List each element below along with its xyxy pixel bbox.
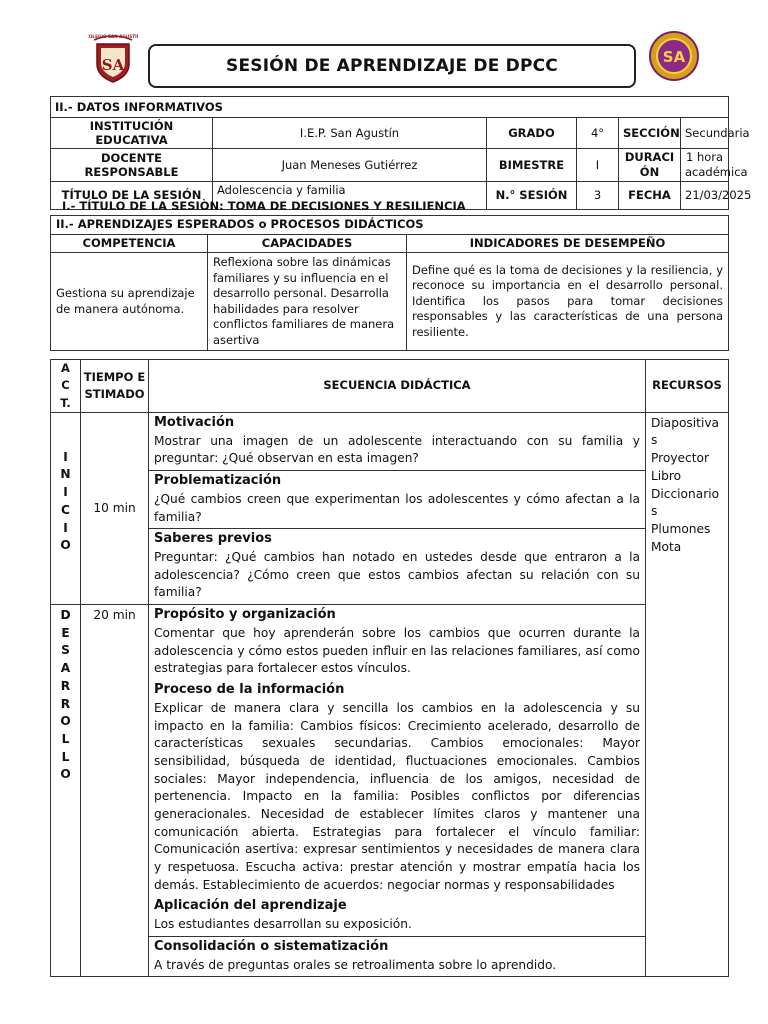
recurso-item: Proyector — [651, 451, 709, 466]
block-text: Mostrar una imagen de un adolescente interactuando con su familia y preguntar: ¿Qué observan en esta imagen? — [154, 433, 640, 466]
titulo-value: Adolescencia y familia — [213, 181, 487, 209]
problematizacion-block — [149, 471, 645, 529]
grado-value: 4° — [577, 118, 619, 149]
capacidades-header: CAPACIDADES — [208, 234, 407, 253]
svg-text:SA: SA — [101, 56, 125, 74]
block-title: Saberes previos — [154, 531, 272, 547]
block-text: Explicar de manera clara y sencilla los cambios en la adolescencia y su impacto en la familia: Cambios físicos: Crecimiento acelerado, desarrollo de características sexuales secundarias. Cambios emocionales: Mayor sensibilidad, búsqueda de identidad, fluctuaciones emocionales. Cambios sociales: Mayor independencia, influencia de los amigos, necesidad de pertenencia. Impacto en la familia: Posibles conflictos por diferencias generacionales. Necesidad de establecer límites claros y mantener una comunicación abierta. Estrategias para fortalecer el vínculo familiar: Comunicación asertiva: expresar sentimientos y necesidades de manera clara y respetuosa. Escucha activa: prestar atención y mostrar empatía hacia los demás. Establecimiento de acuerdos: negociar normas y responsabilidades — [154, 700, 640, 892]
block-text: Preguntar: ¿Qué cambios han notado en ustedes desde que entraron a la adolescencia? ¿Cómo creen que estos cambios afectan su relación con su familia? — [154, 550, 640, 600]
datos-heading: II.- DATOS INFORMATIVOS — [51, 97, 729, 118]
capacidades-text: Reflexiona sobre las dinámicas familiares y su influencia en el desarrollo personal. Desarrolla habilidades para resolver conflictos familiares de manera asertiva — [208, 253, 407, 351]
aprendizajes-table — [50, 215, 729, 351]
svg-text:COLEGIO SAN AGUSTÍN: COLEGIO SAN AGUSTÍN — [88, 34, 138, 39]
competencia-text: Gestiona su aprendizaje de manera autónoma. — [51, 253, 208, 351]
aprendizajes-heading: II.- APRENDIZAJES ESPERADOS o PROCESOS DIDÁCTICOS — [51, 216, 729, 235]
block-text: ¿Qué cambios creen que experimentan los adolescentes y cómo afectan a la familia? — [154, 491, 640, 524]
school-crest-logo — [88, 30, 138, 84]
sa-emblem-logo — [648, 30, 700, 82]
recursos-list — [646, 412, 729, 977]
act-header: ACT. — [51, 360, 81, 413]
duracion-value: 1 hora académica — [681, 149, 729, 182]
recurso-item: Diapositivas — [651, 415, 720, 448]
inicio-phase-label: I N I C I O — [51, 412, 81, 604]
proceso-informacion-block — [149, 680, 645, 896]
session-title-line: I.- TÍTULO DE LA SESIÒN: TOMA DE DECISIONES Y RESILIENCIA — [62, 199, 466, 213]
secuencia-didactica-table — [50, 359, 729, 977]
block-title: Problematización — [154, 472, 282, 488]
recurso-item: Libro — [651, 468, 682, 483]
block-title: Motivación — [154, 414, 235, 430]
recursos-header: RECURSOS — [646, 360, 729, 413]
block-title: Consolidación o sistematización — [154, 938, 389, 954]
proposito-block — [149, 605, 645, 680]
block-text: A través de preguntas orales se retroalimenta sobre lo aprendido. — [154, 957, 557, 972]
tiempo-header: TIEMPO ESTIMADO — [81, 360, 149, 413]
consolidacion-block — [149, 937, 645, 977]
saberes-previos-block — [149, 529, 645, 604]
recurso-item: Mota — [651, 539, 682, 554]
block-title: Proceso de la información — [154, 682, 345, 697]
bimestre-value: I — [577, 149, 619, 182]
competencia-header: COMPETENCIA — [51, 234, 208, 253]
secuencia-header: SECUENCIA DIDÁCTICA — [149, 360, 646, 413]
aplicacion-block — [149, 896, 645, 937]
desarrollo-phase-label: D E S A R R O L L O — [51, 605, 81, 977]
institucion-value: I.E.P. San Agustín — [213, 118, 487, 149]
motivacion-block — [149, 413, 645, 471]
block-title: Propósito y organización — [154, 607, 336, 623]
fecha-label: FECHA — [619, 181, 681, 209]
nsesion-value: 3 — [577, 181, 619, 209]
recurso-item: Plumones — [651, 521, 711, 536]
block-text: Los estudiantes desarrollan su exposición. — [154, 917, 412, 932]
fecha-value: 21/03/2025 — [681, 181, 729, 209]
block-title: Aplicación del aprendizaje — [154, 898, 347, 914]
datos-informativos-table — [50, 96, 752, 210]
grado-label: GRADO — [487, 118, 577, 149]
desarrollo-tiempo: 20 min — [81, 605, 149, 977]
seccion-label: SECCIÓN — [619, 118, 681, 149]
svg-text:SA: SA — [662, 48, 686, 66]
docente-label: DOCENTE RESPONSABLE — [51, 149, 213, 182]
desarrollo-blocks — [149, 605, 646, 977]
document-header — [0, 0, 768, 96]
inicio-tiempo: 10 min — [81, 412, 149, 604]
titulo-label: TÍTULO DE LA SESIÓN — [51, 181, 213, 209]
document-title: SESIÓN DE APRENDIZAJE DE DPCC — [148, 44, 636, 88]
indicadores-text: Define qué es la toma de decisiones y la resiliencia, y reconoce su importancia en el desarrollo personal. Identifica los pasos para tomar decisiones responsables y las características de una persona resiliente. — [407, 253, 729, 351]
seccion-value: Secundaria — [681, 118, 729, 149]
block-text: Comentar que hoy aprenderán sobre los cambios que ocurren durante la adolescencia y cómo estos pueden influir en las relaciones familiares, así como estrategias para fortalecer estos vínculos. — [154, 625, 640, 676]
recurso-item: Diccionarios — [651, 486, 720, 519]
indicadores-header: INDICADORES DE DESEMPEÑO — [407, 234, 729, 253]
duracion-label: DURACIÓN — [619, 149, 681, 182]
bimestre-label: BIMESTRE — [487, 149, 577, 182]
inicio-blocks — [149, 412, 646, 604]
nsesion-label: N.° SESIÓN — [487, 181, 577, 209]
institucion-label: INSTITUCIÓN EDUCATIVA — [51, 118, 213, 149]
docente-value: Juan Meneses Gutiérrez — [213, 149, 487, 182]
